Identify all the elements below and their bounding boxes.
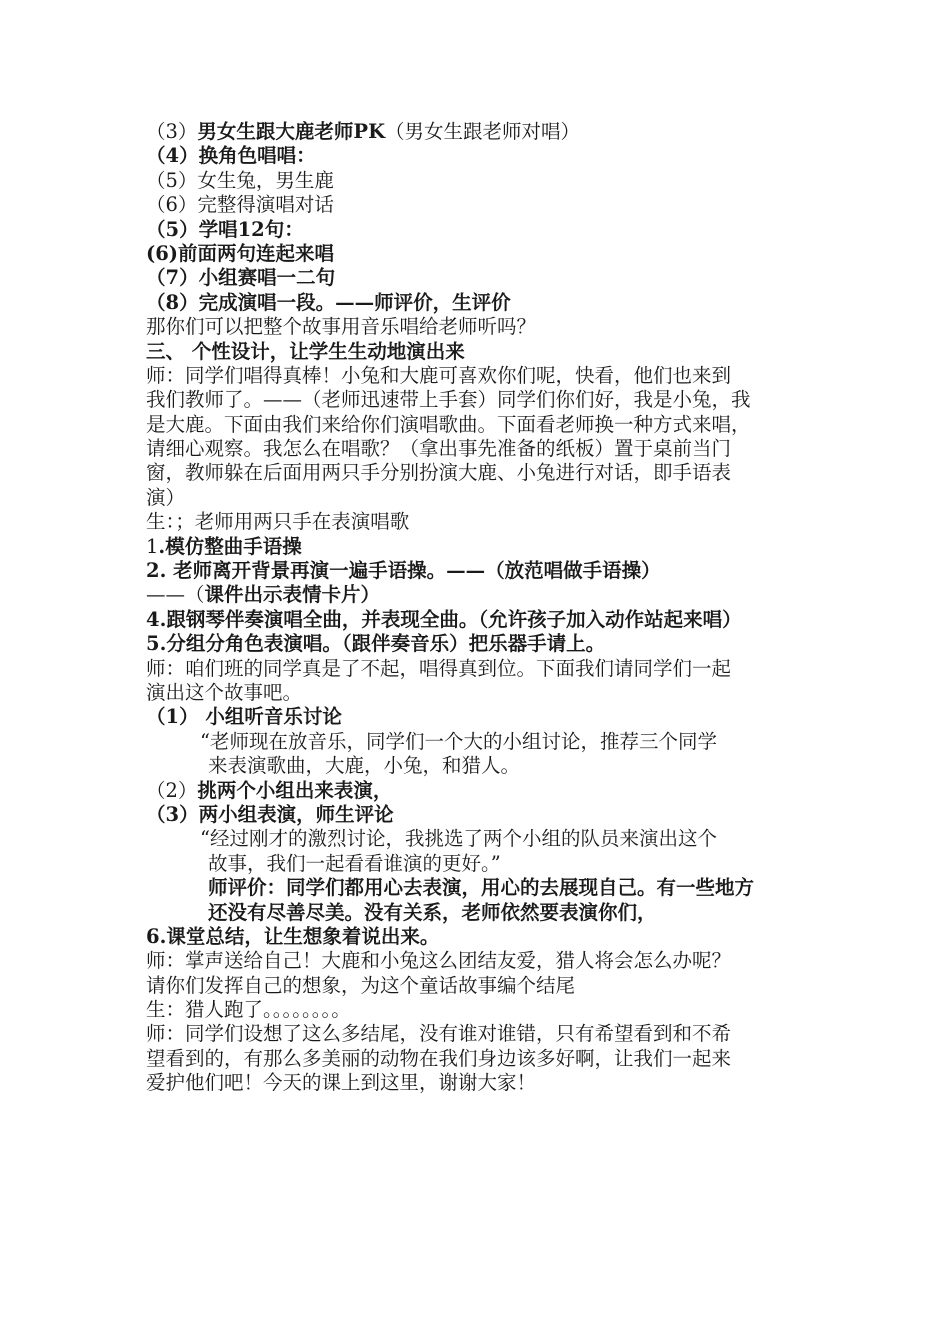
bold-text: 6.课堂总结，让生想象着说出来。 xyxy=(146,924,440,948)
text-line xyxy=(146,1047,826,1071)
text-line xyxy=(146,437,826,461)
normal-text: 演） xyxy=(146,485,186,509)
normal-text: 爱护他们吧！今天的课上到这里，谢谢大家！ xyxy=(146,1071,537,1095)
bold-text: （8）完成演唱一段。——师评价，生评价 xyxy=(146,290,511,314)
text-line xyxy=(146,901,826,925)
text-line xyxy=(146,510,826,534)
text-line xyxy=(146,266,826,290)
normal-text: 生：猎人跑了。。。。。。。。 xyxy=(146,998,351,1022)
text-line xyxy=(146,827,826,851)
text-line xyxy=(146,876,826,900)
bold-text: 2. 老师离开背景再演一遍手语操。——（放范唱做手语操） xyxy=(146,559,661,583)
normal-text: 是大鹿。下面由我们来给你们演唱歌曲。下面看老师换一种方式来唱， xyxy=(146,412,751,436)
normal-text: 窗，教师躲在后面用两只手分别扮演大鹿、小兔进行对话，即手语表 xyxy=(146,461,732,485)
bold-text: 还没有尽善尽美。没有关系，老师依然要表演你们， xyxy=(208,900,657,924)
text-line xyxy=(146,608,826,632)
normal-text: 请你们发挥自己的想象，为这个童话故事编个结尾 xyxy=(146,973,576,997)
normal-text: 演出这个故事吧。 xyxy=(146,680,303,704)
normal-text: （2） xyxy=(146,778,198,802)
text-line xyxy=(146,803,826,827)
bold-text: (6)前面两句连起来唱 xyxy=(146,241,335,265)
bold-text: .模仿整曲手语操 xyxy=(158,534,302,558)
text-line xyxy=(146,340,826,364)
text-line xyxy=(146,779,826,803)
normal-text: 请细心观察。我怎么在唱歌？（拿出事先准备的纸板）置于桌前当门 xyxy=(146,437,732,461)
normal-text: 师：咱们班的同学真是了不起，唱得真到位。下面我们请同学们一起 xyxy=(146,656,732,680)
text-line xyxy=(146,461,826,485)
normal-text: 我们教师了。——（老师迅速带上手套）同学们你们好，我是小兔，我 xyxy=(146,388,751,412)
normal-text: “经过刚才的激烈讨论，我挑选了两个小组的队员来演出这个 xyxy=(200,827,717,851)
normal-text: 师：同学们设想了这么多结尾，没有谁对谁错，只有希望看到和不希 xyxy=(146,1022,732,1046)
text-line xyxy=(146,632,826,656)
normal-text: （3） xyxy=(146,120,198,143)
text-line xyxy=(146,315,826,339)
text-line xyxy=(146,583,826,607)
text-line xyxy=(146,657,826,681)
bold-text: 4.跟钢琴伴奏演唱全曲，并表现全曲。（允许孩子加入动作站起来唱） xyxy=(146,607,742,631)
bold-text: （5）学唱12句： xyxy=(146,217,304,241)
normal-text: 师：掌声送给自己！大鹿和小兔这么团结友爱，猎人将会怎么办呢？ xyxy=(146,949,732,973)
bold-text: （1） 小组听音乐讨论 xyxy=(146,705,342,729)
text-line xyxy=(146,1022,826,1046)
text-line xyxy=(146,169,826,193)
text-line xyxy=(146,559,826,583)
text-line xyxy=(146,730,826,754)
text-line xyxy=(146,681,826,705)
text-line xyxy=(146,754,826,778)
normal-text: （6）完整得演唱对话 xyxy=(146,193,334,217)
normal-text: 那你们可以把整个故事用音乐唱给老师听吗？ xyxy=(146,315,537,339)
text-line xyxy=(146,486,826,510)
text-line xyxy=(146,388,826,412)
text-line xyxy=(146,535,826,559)
bold-text: 5.分组分角色表演唱。（跟伴奏音乐）把乐器手请上。 xyxy=(146,632,606,656)
text-line xyxy=(146,998,826,1022)
text-line xyxy=(146,291,826,315)
text-line xyxy=(146,705,826,729)
normal-text: （男女生跟老师对唱） xyxy=(385,120,581,143)
lesson-plan-text xyxy=(146,120,826,1096)
text-line xyxy=(146,242,826,266)
text-line xyxy=(146,925,826,949)
normal-text: 1 xyxy=(146,534,159,558)
normal-text: 生：；老师用两只手在表演唱歌 xyxy=(146,510,410,534)
text-line xyxy=(146,364,826,388)
bold-text: （7）小组赛唱一二句 xyxy=(146,266,336,290)
normal-text: “老师现在放音乐，同学们一个大的小组讨论，推荐三个同学 xyxy=(200,729,717,753)
bold-text: 男女生跟大鹿老师PK xyxy=(197,120,386,143)
text-line xyxy=(146,852,826,876)
text-line xyxy=(146,218,826,242)
bold-text: 师评价：同学们都用心去表演，用心的去展现自己。有一些地方 xyxy=(208,876,755,900)
text-line xyxy=(146,1071,826,1095)
normal-text: 故事，我们一起看看谁演的更好。” xyxy=(208,851,501,875)
bold-text: 课件出示表情卡片） xyxy=(204,583,381,607)
text-line xyxy=(146,193,826,217)
text-line xyxy=(146,120,826,144)
bold-text: 三、 个性设计，让学生生动地演出来 xyxy=(146,339,465,363)
bold-text: （3）两小组表演，师生评论 xyxy=(146,802,394,826)
normal-text: （5）女生兔，男生鹿 xyxy=(146,168,334,192)
normal-text: 来表演歌曲，大鹿，小兔，和猎人。 xyxy=(208,754,521,778)
bold-text: （4）换角色唱唱： xyxy=(146,144,316,168)
normal-text: 望看到的，有那么多美丽的动物在我们身边该多好啊，让我们一起来 xyxy=(146,1046,732,1070)
text-line xyxy=(146,974,826,998)
text-line xyxy=(146,949,826,973)
bold-text: 挑两个小组出来表演， xyxy=(197,778,393,802)
text-line xyxy=(146,413,826,437)
text-line xyxy=(146,144,826,168)
normal-text: 师：同学们唱得真棒！小兔和大鹿可喜欢你们呢，快看，他们也来到 xyxy=(146,363,732,387)
normal-text: ——（ xyxy=(146,583,205,607)
